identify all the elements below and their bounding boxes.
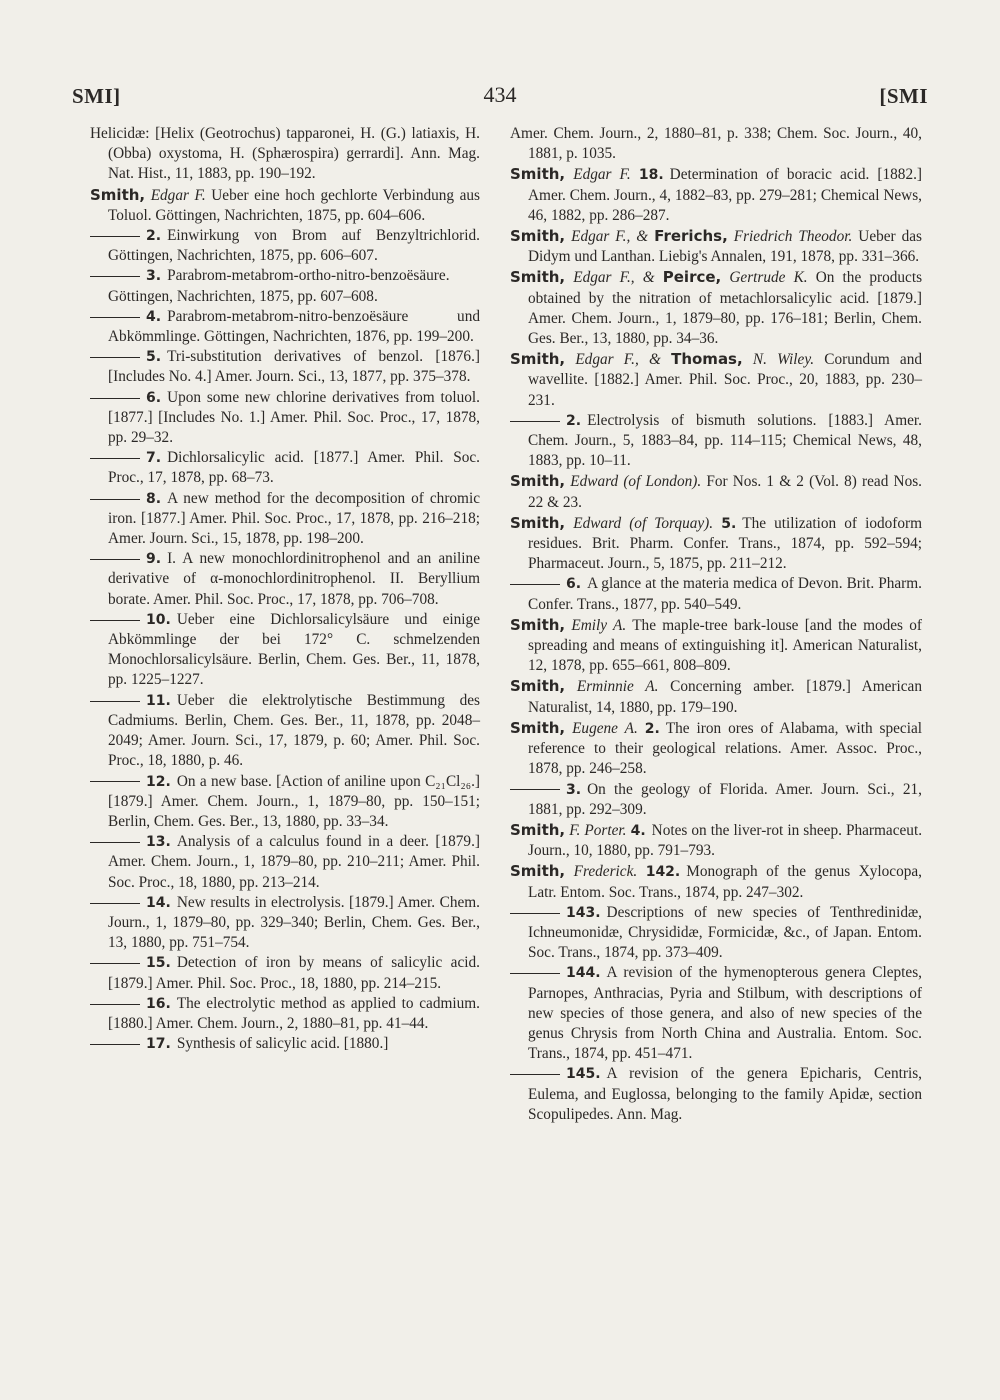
entry-text: Monograph of the genus Xylocopa, Latr. Entom. Soc. Trans., 1874, pp. 247–302. [528, 863, 923, 901]
entry-text: Analysis of a calculus found in a deer. [1879.] Amer. Chem. Journ., 1, 1879–80, pp. 210–211; Amer. Phil. Soc. Proc., 18, 1880, pp. 213–214. [108, 833, 480, 891]
entry-text: Synthesis of salicylic acid. [1880.] [176, 1035, 389, 1053]
entry-text: Detection of iron by means of salicylic acid. [1879.] Amer. Phil. Soc. Proc., 18, 1880, pp. 214–215. [108, 954, 480, 992]
entry-author: Smith, [90, 185, 146, 204]
ditto-dash [90, 398, 140, 399]
bibliography-entry [510, 574, 922, 614]
bibliography-entry [90, 893, 480, 954]
entry-text: Notes on the liver-rot in sheep. Pharmaceut. Journ., 10, 1880, pp. 791–793. [528, 821, 923, 860]
ditto-dash [90, 236, 140, 237]
bibliography-entry [510, 676, 922, 717]
ditto-dash [90, 357, 140, 358]
entry-number: 3. [146, 268, 162, 285]
entry-number: 17. [146, 1036, 171, 1053]
entry-number: 5. [721, 515, 737, 532]
ditto-dash [90, 1044, 140, 1045]
bibliography-entry [90, 994, 480, 1034]
entry-coauthor-given-name: Friedrich Theodor. [733, 228, 853, 246]
entry-given-name: Frederick. [573, 863, 638, 881]
entry-text: Helicidæ: [Helix (Geotrochus) tapparonei, H. (G.) latiaxis, H. (Obba) oxystoma, H. (Sphærospira) gerrardi]. Ann. Mag. Nat. Hist., 11, 1883, pp. 190–192. [90, 125, 480, 183]
ditto-dash [90, 620, 140, 621]
ditto-dash [90, 276, 140, 277]
entry-number: 11. [146, 692, 171, 709]
entry-number: 5. [146, 349, 162, 366]
bibliography-entry [510, 411, 922, 472]
bibliography-entry [90, 185, 480, 226]
entry-text: Corundum and wavellite. [1882.] Amer. Phil. Soc. Proc., 20, 1883, pp. 230–231. [528, 351, 923, 409]
entry-number: 142. [645, 864, 681, 881]
entry-text: Tri-substitution derivatives of benzol. [1876.] [Includes No. 4.] Amer. Journ. Sci., 13, 1877, pp. 375–378. [108, 348, 480, 386]
entry-coauthor-given-name: N. Wiley. [752, 351, 815, 369]
bibliography-entry [510, 471, 922, 512]
entry-text: Ueber das Didym und Lanthan. Liebig's Annalen, 191, 1878, pp. 331–366. [528, 228, 923, 266]
entry-number: 13. [146, 834, 171, 851]
entry-text: The iron ores of Alabama, with special reference to their geological relations. Amer. Assoc. Proc., 1878, pp. 246–258. [528, 719, 923, 778]
entry-number: 12. [146, 773, 171, 790]
ditto-dash [510, 973, 560, 974]
bibliography-entry [510, 780, 922, 820]
entry-given-name: Eugene A. [572, 719, 638, 737]
entry-text: I. A new monochlordinitrophenol and an aniline derivative of α-monochlordinitrophenol. II. Beryllium borate. Amer. Phil. Soc. Proc., 17, 1878, pp. 706–708. [108, 550, 480, 608]
ditto-dash [510, 913, 560, 914]
entry-number: 145. [566, 1066, 601, 1083]
entry-author: Smith, [510, 820, 566, 839]
bibliography-entry [510, 513, 922, 575]
entry-author: Smith, [510, 227, 566, 246]
bibliography-entry [90, 388, 480, 449]
entry-text: On the geology of Florida. Amer. Journ. Sci., 21, 1881, pp. 292–309. [528, 780, 922, 818]
bibliography-entry [90, 489, 480, 550]
entry-coauthor: Frerichs, [654, 227, 728, 246]
entry-author: Smith, [510, 862, 566, 881]
entry-text: Ueber eine hoch gechlorte Verbindung aus Toluol. Göttingen, Nachrichten, 1875, pp. 604–606. [108, 186, 481, 224]
right-column [510, 124, 922, 1125]
entry-text: Ueber die elektrolytische Bestimmung des Cadmiums. Berlin, Chem. Ges. Ber., 11, 1878, pp. 2048–2049; Amer. Journ. Sci., 17, 1879, p. 60; Amer. Phil. Soc. Proc., 18, 1880, p. 46. [108, 691, 480, 770]
entry-author: Smith, [510, 513, 566, 532]
entry-coauthor: Thomas, [671, 350, 743, 369]
ditto-dash [90, 1004, 140, 1005]
entry-author: Smith, [510, 165, 566, 184]
ditto-dash [90, 458, 140, 459]
entry-number: 2. [566, 412, 582, 429]
bibliography-entry [510, 124, 922, 164]
entry-number: 6. [566, 576, 582, 593]
bibliography-entry [90, 448, 480, 488]
entry-number: 8. [146, 490, 162, 507]
ditto-dash [90, 903, 140, 904]
page-header [72, 84, 928, 114]
entry-number: 6. [146, 389, 162, 406]
entry-text: For Nos. 1 & 2 (Vol. 8) read Nos. 22 & 23. [528, 473, 923, 511]
entry-text: The electrolytic method as applied to cadmium. [1880.] Amer. Chem. Journ., 2, 1880–81, pp. 41–44. [108, 994, 480, 1032]
entry-given-name: Edgar F., & [575, 351, 661, 369]
entry-text: A glance at the materia medica of Devon. Brit. Pharm. Confer. Trans., 1877, pp. 540–549. [528, 575, 922, 613]
bibliography-entry [90, 549, 480, 610]
bibliography-entry [510, 718, 922, 780]
bibliography-entry [90, 226, 480, 266]
bibliography-entry [510, 820, 922, 861]
bibliography-entry [90, 610, 480, 691]
ditto-dash [90, 963, 140, 964]
entry-number: 2. [644, 720, 660, 737]
entry-given-name: Edgar F. [573, 166, 631, 184]
bibliography-entry [90, 772, 480, 833]
entry-number: 143. [566, 904, 601, 921]
entry-author: Smith, [510, 268, 566, 287]
bibliography-entry [90, 832, 480, 893]
bibliography-entry [90, 266, 480, 306]
bibliography-entry [90, 307, 480, 347]
entry-text: Upon some new chlorine derivatives from toluol. [1877.] [Includes No. 1.] Amer. Phil. Soc. Proc., 17, 1878, pp. 29–32. [108, 388, 480, 447]
entry-given-name: Edgar F., & [571, 228, 649, 246]
left-column [90, 124, 480, 1054]
entry-text: Determination of boracic acid. [1882.] Amer. Chem. Journ., 4, 1882–83, pp. 279–281; Chemical News, 46, 1882, pp. 286–287. [528, 166, 923, 224]
entry-text: A new method for the decomposition of chromic iron. [1877.] Amer. Phil. Soc. Proc., 17, 1878, pp. 216–218; Amer. Journ. Sci., 15, 1878, pp. 198–200. [108, 489, 480, 548]
ditto-dash [510, 584, 560, 585]
ditto-dash [90, 559, 140, 560]
entry-author: Smith, [510, 615, 566, 634]
entry-number: 18. [638, 167, 664, 184]
entry-number: 16. [146, 995, 171, 1012]
bibliography-entry [90, 691, 480, 772]
bibliography-entry [510, 267, 922, 349]
entry-author: Smith, [510, 350, 566, 369]
entry-text: Ueber eine Dichlorsalicylsäure und einige Abkömmlinge der bei 172° C. schmelzenden Monochlorsalicylsäure. Berlin, Chem. Ges. Ber., 11, 1878, pp. 1225–1227. [108, 610, 480, 689]
page-number: 434 [483, 82, 517, 107]
ditto-dash [510, 421, 560, 422]
entry-coauthor: Peirce, [662, 268, 722, 287]
entry-number: 4. [146, 308, 162, 325]
entry-text: A revision of the genera Epicharis, Centris, Eulema, and Euglossa, belonging to the family Apidæ, section Scopulipedes. Ann. Mag. [528, 1065, 922, 1123]
entry-number: 9. [146, 551, 162, 568]
entry-text: Concerning amber. [1879.] American Naturalist, 14, 1880, pp. 179–190. [528, 678, 922, 716]
entry-author: Smith, [510, 472, 566, 491]
entry-given-name: Emily A. [571, 616, 627, 634]
bibliography-entry [510, 903, 922, 964]
entry-given-name: Edgar F., & [573, 269, 655, 287]
bibliography-entry [510, 164, 922, 226]
bibliography-entry [510, 963, 922, 1064]
entry-number: 2. [146, 228, 162, 245]
ditto-dash [90, 842, 140, 843]
entry-text: Parabrom-metabrom-ortho-nitro-benzoësäure. Göttingen, Nachrichten, 1875, pp. 607–608. [108, 267, 450, 305]
entry-text: The maple-tree bark-louse [and the modes of spreading and means of extinguishing it]. American Naturalist, 12, 1878, pp. 655–661, 808–809. [528, 616, 922, 675]
entry-given-name: Erminnie A. [576, 678, 659, 696]
ditto-dash [510, 1074, 560, 1075]
ditto-dash [90, 781, 140, 782]
entry-number: 14. [146, 894, 171, 911]
entry-text: Descriptions of new species of Tenthredinidæ, Ichneumonidæ, Chrysididæ, Formicidæ, &c., of Japan. Entom. Soc. Trans., 1874, pp. 373–409. [528, 903, 922, 962]
bibliography-entry [510, 1064, 922, 1125]
entry-given-name: Edward (of Torquay). [573, 514, 714, 532]
entry-given-name: Edgar F. [150, 186, 206, 204]
entry-text: Einwirkung von Brom auf Benzyltrichlorid. Göttingen, Nachrichten, 1875, pp. 606–607. [108, 227, 480, 265]
entry-number: 3. [566, 781, 582, 798]
entry-text: Amer. Chem. Journ., 2, 1880–81, p. 338; Chem. Soc. Journ., 40, 1881, p. 1035. [510, 125, 922, 163]
entry-text: New results in electrolysis. [1879.] Amer. Chem. Journ., 1, 1879–80, pp. 329–340; Berlin, Chem. Ges. Ber., 13, 1880, pp. 751–754. [108, 893, 480, 952]
bibliography-entry [510, 226, 922, 267]
bibliography-entry [90, 953, 480, 993]
running-head-left: SMI] [72, 84, 121, 108]
entry-number: 7. [146, 450, 162, 467]
bibliography-entry [510, 861, 922, 902]
running-head-right: [SMI [879, 84, 928, 108]
bibliography-entry [510, 615, 922, 677]
entry-number: 10. [146, 611, 171, 628]
bibliography-entry [90, 1034, 480, 1054]
entry-text: On a new base. [Action of aniline upon C₂₁Cl₂₆.] [1879.] Amer. Chem. Journ., 1, 1879–80, pp. 150–151; Berlin, Chem. Ges. Ber., 13, 1880, pp. 33–34. [108, 772, 480, 830]
entry-coauthor-given-name: Gertrude K. [729, 269, 808, 287]
ditto-dash [510, 789, 560, 790]
entry-number: 4. [630, 822, 646, 839]
entry-number: 15. [146, 955, 171, 972]
ditto-dash [90, 701, 140, 702]
entry-text: The utilization of iodoform residues. Brit. Pharm. Confer. Trans., 1874, pp. 592–594; Pharmaceut. Journ., 5, 1875, pp. 211–212. [528, 514, 923, 573]
entry-author: Smith, [510, 718, 566, 737]
entry-text: Electrolysis of bismuth solutions. [1883.] Amer. Chem. Journ., 5, 1883–84, pp. 114–115; Chemical News, 48, 1883, pp. 10–11. [528, 411, 922, 470]
bibliography-entry [90, 347, 480, 387]
entry-number: 144. [566, 965, 601, 982]
bibliography-entry [510, 349, 922, 411]
ditto-dash [90, 499, 140, 500]
ditto-dash [90, 317, 140, 318]
entry-text: Dichlorsalicylic acid. [1877.] Amer. Phil. Soc. Proc., 17, 1878, pp. 68–73. [108, 449, 480, 487]
entry-text: Parabrom-metabrom-nitro-benzoësäure und Abkömmlinge. Göttingen, Nachrichten, 1876, pp. 199–200. [108, 307, 480, 346]
entry-given-name: F. Porter. [569, 821, 627, 839]
entry-given-name: Edward (of London). [570, 473, 702, 491]
entry-text: A revision of the hymenopterous genera Cleptes, Parnopes, Anthracias, Pyria and Stilbum, with descriptions of new species of those genera, and also of new species of the genus Chrysis from North China and Australia. Entom. Soc. Trans., 1874, pp. 451–471. [528, 964, 922, 1063]
entry-text: On the products obtained by the nitration of metachlorsalicylic acid. [1879.] Amer. Chem. Journ., 1, 1879–80, pp. 176–181; Berlin, Chem. Ges. Ber., 13, 1880, pp. 34–36. [528, 269, 923, 348]
entry-author: Smith, [510, 677, 566, 696]
bibliography-entry [90, 124, 480, 185]
